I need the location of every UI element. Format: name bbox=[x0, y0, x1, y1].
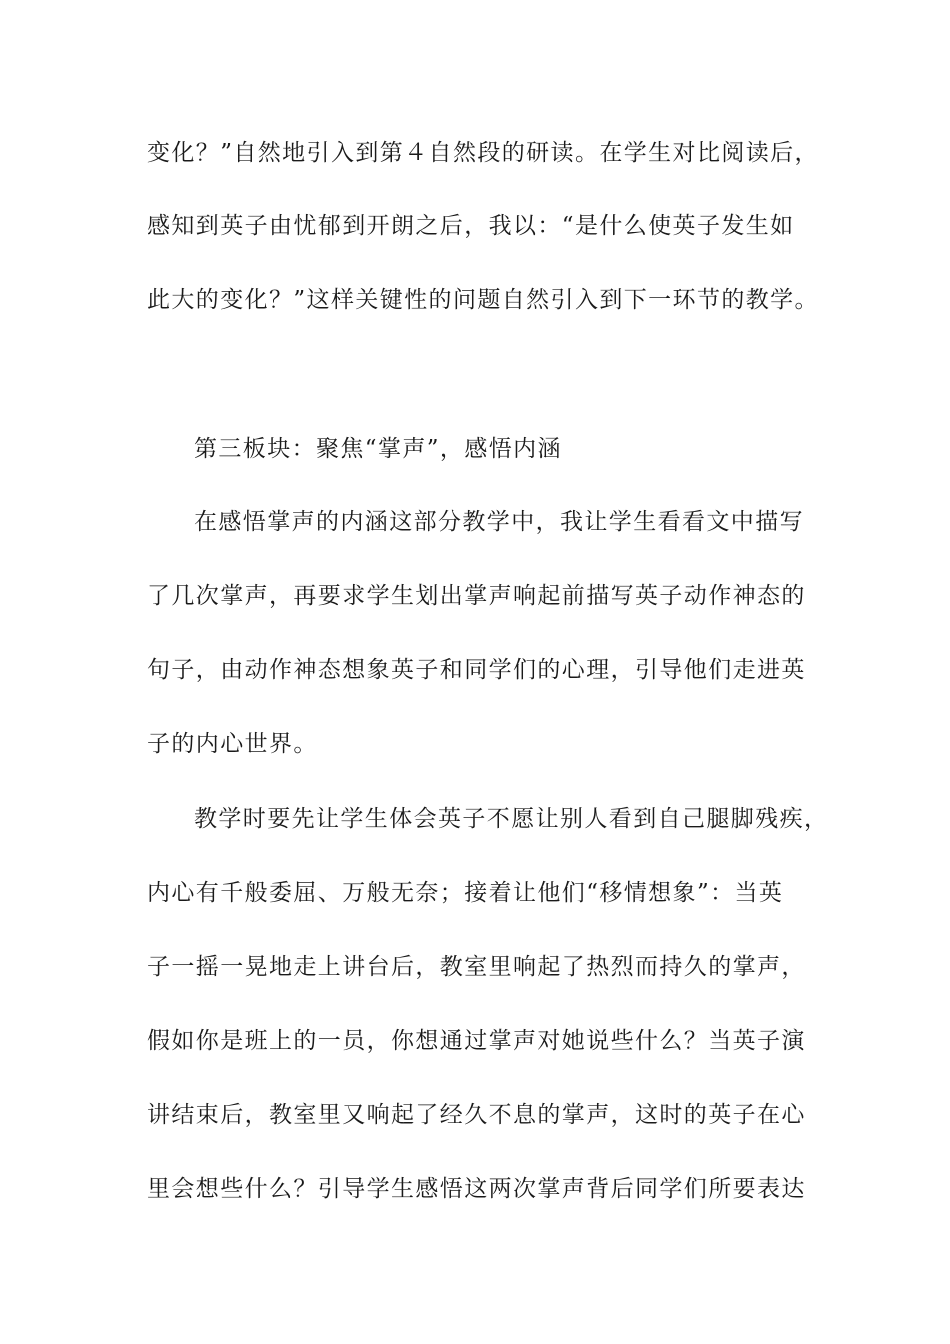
paragraph-line: 子一摇一晃地走上讲台后，教室里响起了热烈而持久的掌声， bbox=[147, 954, 806, 980]
section-heading: 第三板块：聚焦“掌声”，感悟内涵 bbox=[194, 436, 562, 462]
paragraph-line: 讲结束后，教室里又响起了经久不息的掌声，这时的英子在心 bbox=[147, 1102, 806, 1128]
paragraph-line: 子的内心世界。 bbox=[147, 731, 318, 757]
paragraph-line: 内心有千般委屈、万般无奈；接着让他们“移情想象”：当英 bbox=[147, 880, 784, 906]
paragraph-line: 教学时要先让学生体会英子不愿让别人看到自己腿脚残疾， bbox=[194, 806, 829, 832]
paragraph-line: 在感悟掌声的内涵这部分教学中，我让学生看看文中描写 bbox=[194, 509, 804, 535]
paragraph-line: 里会想些什么？引导学生感悟这两次掌声背后同学们所要表达 bbox=[147, 1176, 806, 1202]
paragraph-line: 感知到英子由忧郁到开朗之后，我以：“是什么使英子发生如 bbox=[147, 213, 795, 239]
paragraph-line: 此大的变化？”这样关键性的问题自然引入到下一环节的教学。 bbox=[147, 287, 819, 313]
paragraph-line: 假如你是班上的一员，你想通过掌声对她说些什么？当英子演 bbox=[147, 1028, 806, 1054]
paragraph-line: 句子，由动作神态想象英子和同学们的心理，引导他们走进英 bbox=[147, 657, 806, 683]
paragraph-line: 了几次掌声，再要求学生划出掌声响起前描写英子动作神态的 bbox=[147, 583, 806, 609]
paragraph-line: 变化？”自然地引入到第４自然段的研读。在学生对比阅读后， bbox=[147, 140, 819, 166]
